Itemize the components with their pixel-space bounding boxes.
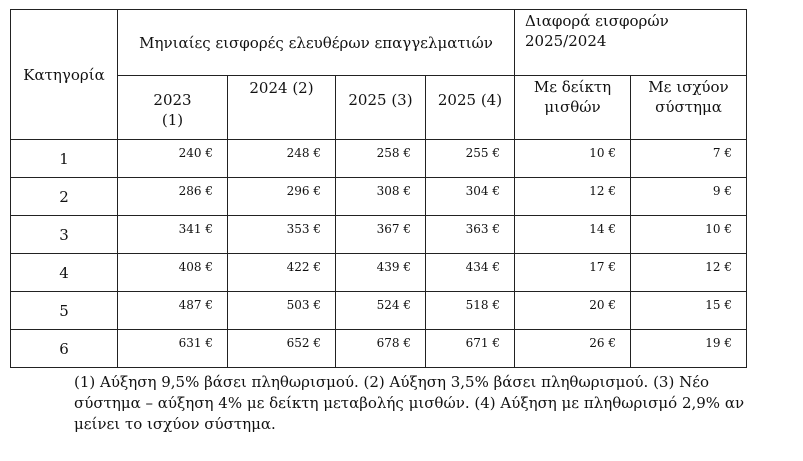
value-cell: 678 €: [336, 330, 426, 368]
header-group-difference: Διαφορά εισφορών 2025/2024: [515, 10, 747, 76]
value-cell: 652 €: [228, 330, 336, 368]
value-cell: 14 €: [515, 216, 631, 254]
header-year-2024: 2024 (2): [228, 76, 336, 140]
table-row: [11, 140, 747, 178]
category-cell: 6: [11, 330, 118, 368]
value-cell: 286 €: [118, 178, 228, 216]
value-cell: 341 €: [118, 216, 228, 254]
value-cell: 353 €: [228, 216, 336, 254]
header-category: Κατηγορία: [11, 10, 118, 140]
value-cell: 439 €: [336, 254, 426, 292]
value-cell: 363 €: [426, 216, 515, 254]
value-cell: 524 €: [336, 292, 426, 330]
value-cell: 9 €: [631, 178, 747, 216]
value-cell: 671 €: [426, 330, 515, 368]
value-cell: 15 €: [631, 292, 747, 330]
value-cell: 631 €: [118, 330, 228, 368]
category-cell: 2: [11, 178, 118, 216]
header-group-contributions: Μηνιαίες εισφορές ελευθέρων επαγγελματιών: [118, 10, 515, 76]
table-row: [11, 330, 747, 368]
value-cell: 296 €: [228, 178, 336, 216]
table-row: [11, 216, 747, 254]
table-row: [11, 178, 747, 216]
category-cell: 4: [11, 254, 118, 292]
header-year-2025-current: 2025 (4): [426, 76, 515, 140]
footnote: (1) Αύξηση 9,5% βάσει πληθωρισμού. (2) Αύξηση 3,5% βάσει πληθωρισμού. (3) Νέο σύστημα – αύξηση 4% με δείκτη μεταβολής μισθών. (4) Αύξηση με πληθωρισμό 2,9% αν μείνει το ισχύον σύστημα.: [74, 373, 745, 433]
table-row: [11, 254, 747, 292]
value-cell: 503 €: [228, 292, 336, 330]
value-cell: 258 €: [336, 140, 426, 178]
value-cell: 422 €: [228, 254, 336, 292]
value-cell: 367 €: [336, 216, 426, 254]
value-cell: 518 €: [426, 292, 515, 330]
value-cell: 240 €: [118, 140, 228, 178]
value-cell: 487 €: [118, 292, 228, 330]
table-row: [11, 292, 747, 330]
category-cell: 1: [11, 140, 118, 178]
value-cell: 12 €: [515, 178, 631, 216]
category-cell: 3: [11, 216, 118, 254]
value-cell: 10 €: [631, 216, 747, 254]
contributions-table: [10, 9, 747, 368]
value-cell: 17 €: [515, 254, 631, 292]
value-cell: 20 €: [515, 292, 631, 330]
value-cell: 248 €: [228, 140, 336, 178]
value-cell: 19 €: [631, 330, 747, 368]
value-cell: 308 €: [336, 178, 426, 216]
value-cell: 26 €: [515, 330, 631, 368]
header-year-2025-new: 2025 (3): [336, 76, 426, 140]
header-year-2023: 2023 (1): [118, 76, 228, 140]
value-cell: 408 €: [118, 254, 228, 292]
value-cell: 12 €: [631, 254, 747, 292]
value-cell: 10 €: [515, 140, 631, 178]
value-cell: 7 €: [631, 140, 747, 178]
value-cell: 434 €: [426, 254, 515, 292]
header-diff-current-system: Με ισχύον σύστημα: [631, 76, 747, 140]
value-cell: 255 €: [426, 140, 515, 178]
header-diff-wage-index: Με δείκτη μισθών: [515, 76, 631, 140]
category-cell: 5: [11, 292, 118, 330]
value-cell: 304 €: [426, 178, 515, 216]
